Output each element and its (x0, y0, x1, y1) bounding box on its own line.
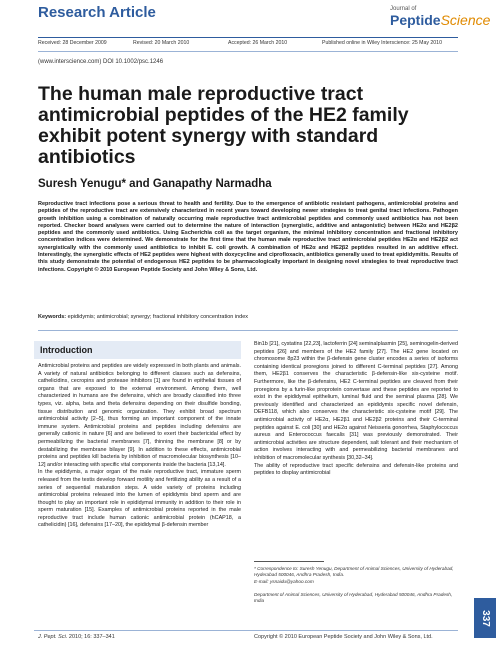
keywords-rule (38, 330, 458, 331)
authors: Suresh Yenugu* and Ganapathy Narmadha (38, 178, 272, 190)
body-column-left: Antimicrobial proteins and peptides are widely expressed in both plants and animals. A variety of natural antibiotics belonging to different classes such as defensins, cathelicidins, cecropins and protease inhibitors [1] are found in epithelial tissues of organs that are exposed to the external environment. Among them, well characterized in humans are the defensins, which are broadly classified into three types, viz. alpha, beta and theta defensins depending on their disulfide bonding, tissue distribution and genomic organization. They exhibit broad spectrum antimicrobial activity [2–5], thus forming an important component of the innate immune system. Antimicrobial proteins and peptides including defensins are generally cationic in nature [6] and are believed to exert their bactericidal effect by permeabilizing the bacterial membranes [7], thinning the membrane [8] or by destabilizing the membrane bilayer [9]. In addition to these effects, antimicrobial proteins and peptides kill bacteria by inhibition of macromolecular biosynthesis [10–12] and/or interacting with specific vital components inside the bacteria [13,14]. In the epididymis, a major organ of the male reproductive tract, immature sperm released from the testis develop forward motility and fertilizing ability as a result of a series of sequential maturation steps. A wide variety of proteins including antimicrobial proteins released into the lumen of epididymis bind sperm and are thought to play an important role in epididymal immunity in addition to their role in sperm maturation [15]. Examples of antimicrobial proteins reported in the male reproductive tract include human cationic antimicrobial protein (hCAP18, a cathelicidin) [16], defensins [17–20], the epididymal β-defensin member (38, 363, 241, 529)
received-date: Received: 28 December 2009 (38, 40, 107, 46)
logo-journal-name (390, 12, 490, 28)
correspondence-footnote: * Correspondence to: Suresh Yenugu, Department of Animal Sciences, University of Hyderabad, Hyderabad 500046, Andhra Pradesh, India. E-mail: ysnaidu@yahoo.com Department of Animal Sciences, University of Hyderabad, Hyderabad 500046, Andhra Pradesh, India (254, 566, 454, 604)
page-number-text: 337 (479, 609, 491, 627)
logo-peptide: Peptide (390, 12, 441, 28)
keywords (38, 314, 458, 320)
journal-logo (390, 6, 491, 38)
footer-journal: J. Pept. Sci. (38, 634, 68, 640)
keywords-label: Keywords: (38, 314, 67, 320)
footer-volume: 2010; 16: 337–341 (67, 634, 115, 640)
accepted-date: Accepted: 26 March 2010 (228, 40, 288, 46)
footnote-rule (254, 561, 324, 562)
body-column-right: Bin1b [21], cystatins [22,23], lactoferrin [24] seminalplasmin [25], seminogelin-derived peptides [26] and members of the HE2 family [27]. The HE2 gene located on chromosome 8p23 within the β-defensin gene cluster encodes a series of isoforms containing identical proregions joined to different C-terminal peptides [27]. Among them, HE2β1 conserves the characteristic β-defensin-like six-cysteine motif. Furthermore, like the β-defensins, HE2 C-terminal peptides are cleaved from their proregions by a furin-like proprotein convertase and these peptides are reported to exist in the epididymal epithelium, luminal fluid and the seminal plasma [28]. We previously identified and characterized an epididymis specific novel defensin, DEFB118, which also conserves the characteristic six-cysteine motif [29]. The antimicrobial activity of HE2α, HE2β1 and HE2β2 proteins and their C-terminal peptides against E. coli [30] and HE2α against Neisseria gonorrhea, Staphylococcus aureus and Enterococcus faecalis [31] was previously demonstrated. Their antimicrobial activities are structure dependent, salt tolerant and their mechanism of action involves interacting with and permeabilizing bacterial membranes and inhibition of macromolecular synthesis [30,32–34]. The ability of reproductive tract specific defensins and defensin-like proteins and peptides to display antimicrobial (254, 341, 458, 477)
section-label: Research Article (38, 4, 156, 21)
dates-rule (38, 51, 458, 52)
article-title: The human male reproductive tract antimicrobial peptides of the HE2 family exhibit potent synergy with standard antibiotics (38, 83, 409, 168)
logo-journal-of: Journal of (390, 6, 417, 12)
published-date: Published online in Wiley Interscience: 25 May 2010 (322, 40, 442, 46)
logo-science: Science (440, 12, 491, 28)
footer-rule (34, 630, 458, 631)
footer-citation (38, 634, 115, 640)
keywords-list: epididymis; antimicrobial; synergy; fractional inhibitory concentration index (66, 314, 249, 320)
doi-link[interactable]: (www.interscience.com) DOI 10.1002/psc.1246 (38, 59, 164, 65)
abstract: Reproductive tract infections pose a serious threat to health and fertility. Due to the emergence of antibiotic resistant pathogens, antimicrobial proteins and peptides of the reproductive tract are extensively characterized in recent years toward developing newer strategies to treat genital tract infections. Pathogen growth inhibition using a combination of naturally occurring male reproductive tract antimicrobial peptides and commonly used antibiotics has not been reported. Checker board analyses were carried out to determine the nature of interaction (synergistic, additive and antagonistic) between HE2α and HE2β2 peptides and the commonly used antibiotics. Using Escherichia coli as the target organism, the minimal inhibitory concentration and fractional inhibitory concentration indices were determined. We demonstrate for the first time that the human male reproductive tract antimicrobial peptides HE2α and HE2β2 act synergistically with the commonly used antibiotics to inhibit E. coli growth. A combination of HE2α and HE2β2 peptides resulted in an additive effect. Interestingly, the synergistic effects of HE2 peptides were highest with doxycycline and ciprofloxacin, antibiotics generally used to treat epididymitis. Results of this study demonstrate the potential of endogenous HE2 peptides to be pharmacologically important in designing novel strategies to treat reproductive tract infections. Copyright © 2010 European Peptide Society and John Wiley & Sons, Ltd. (38, 201, 458, 273)
revised-date: Revised: 20 March 2010 (133, 40, 190, 46)
header-rule (38, 37, 458, 38)
intro-heading: Introduction (40, 345, 93, 355)
page-number (474, 598, 496, 638)
footer-copyright: Copyright © 2010 European Peptide Society and John Wiley & Sons, Ltd. (254, 634, 433, 640)
